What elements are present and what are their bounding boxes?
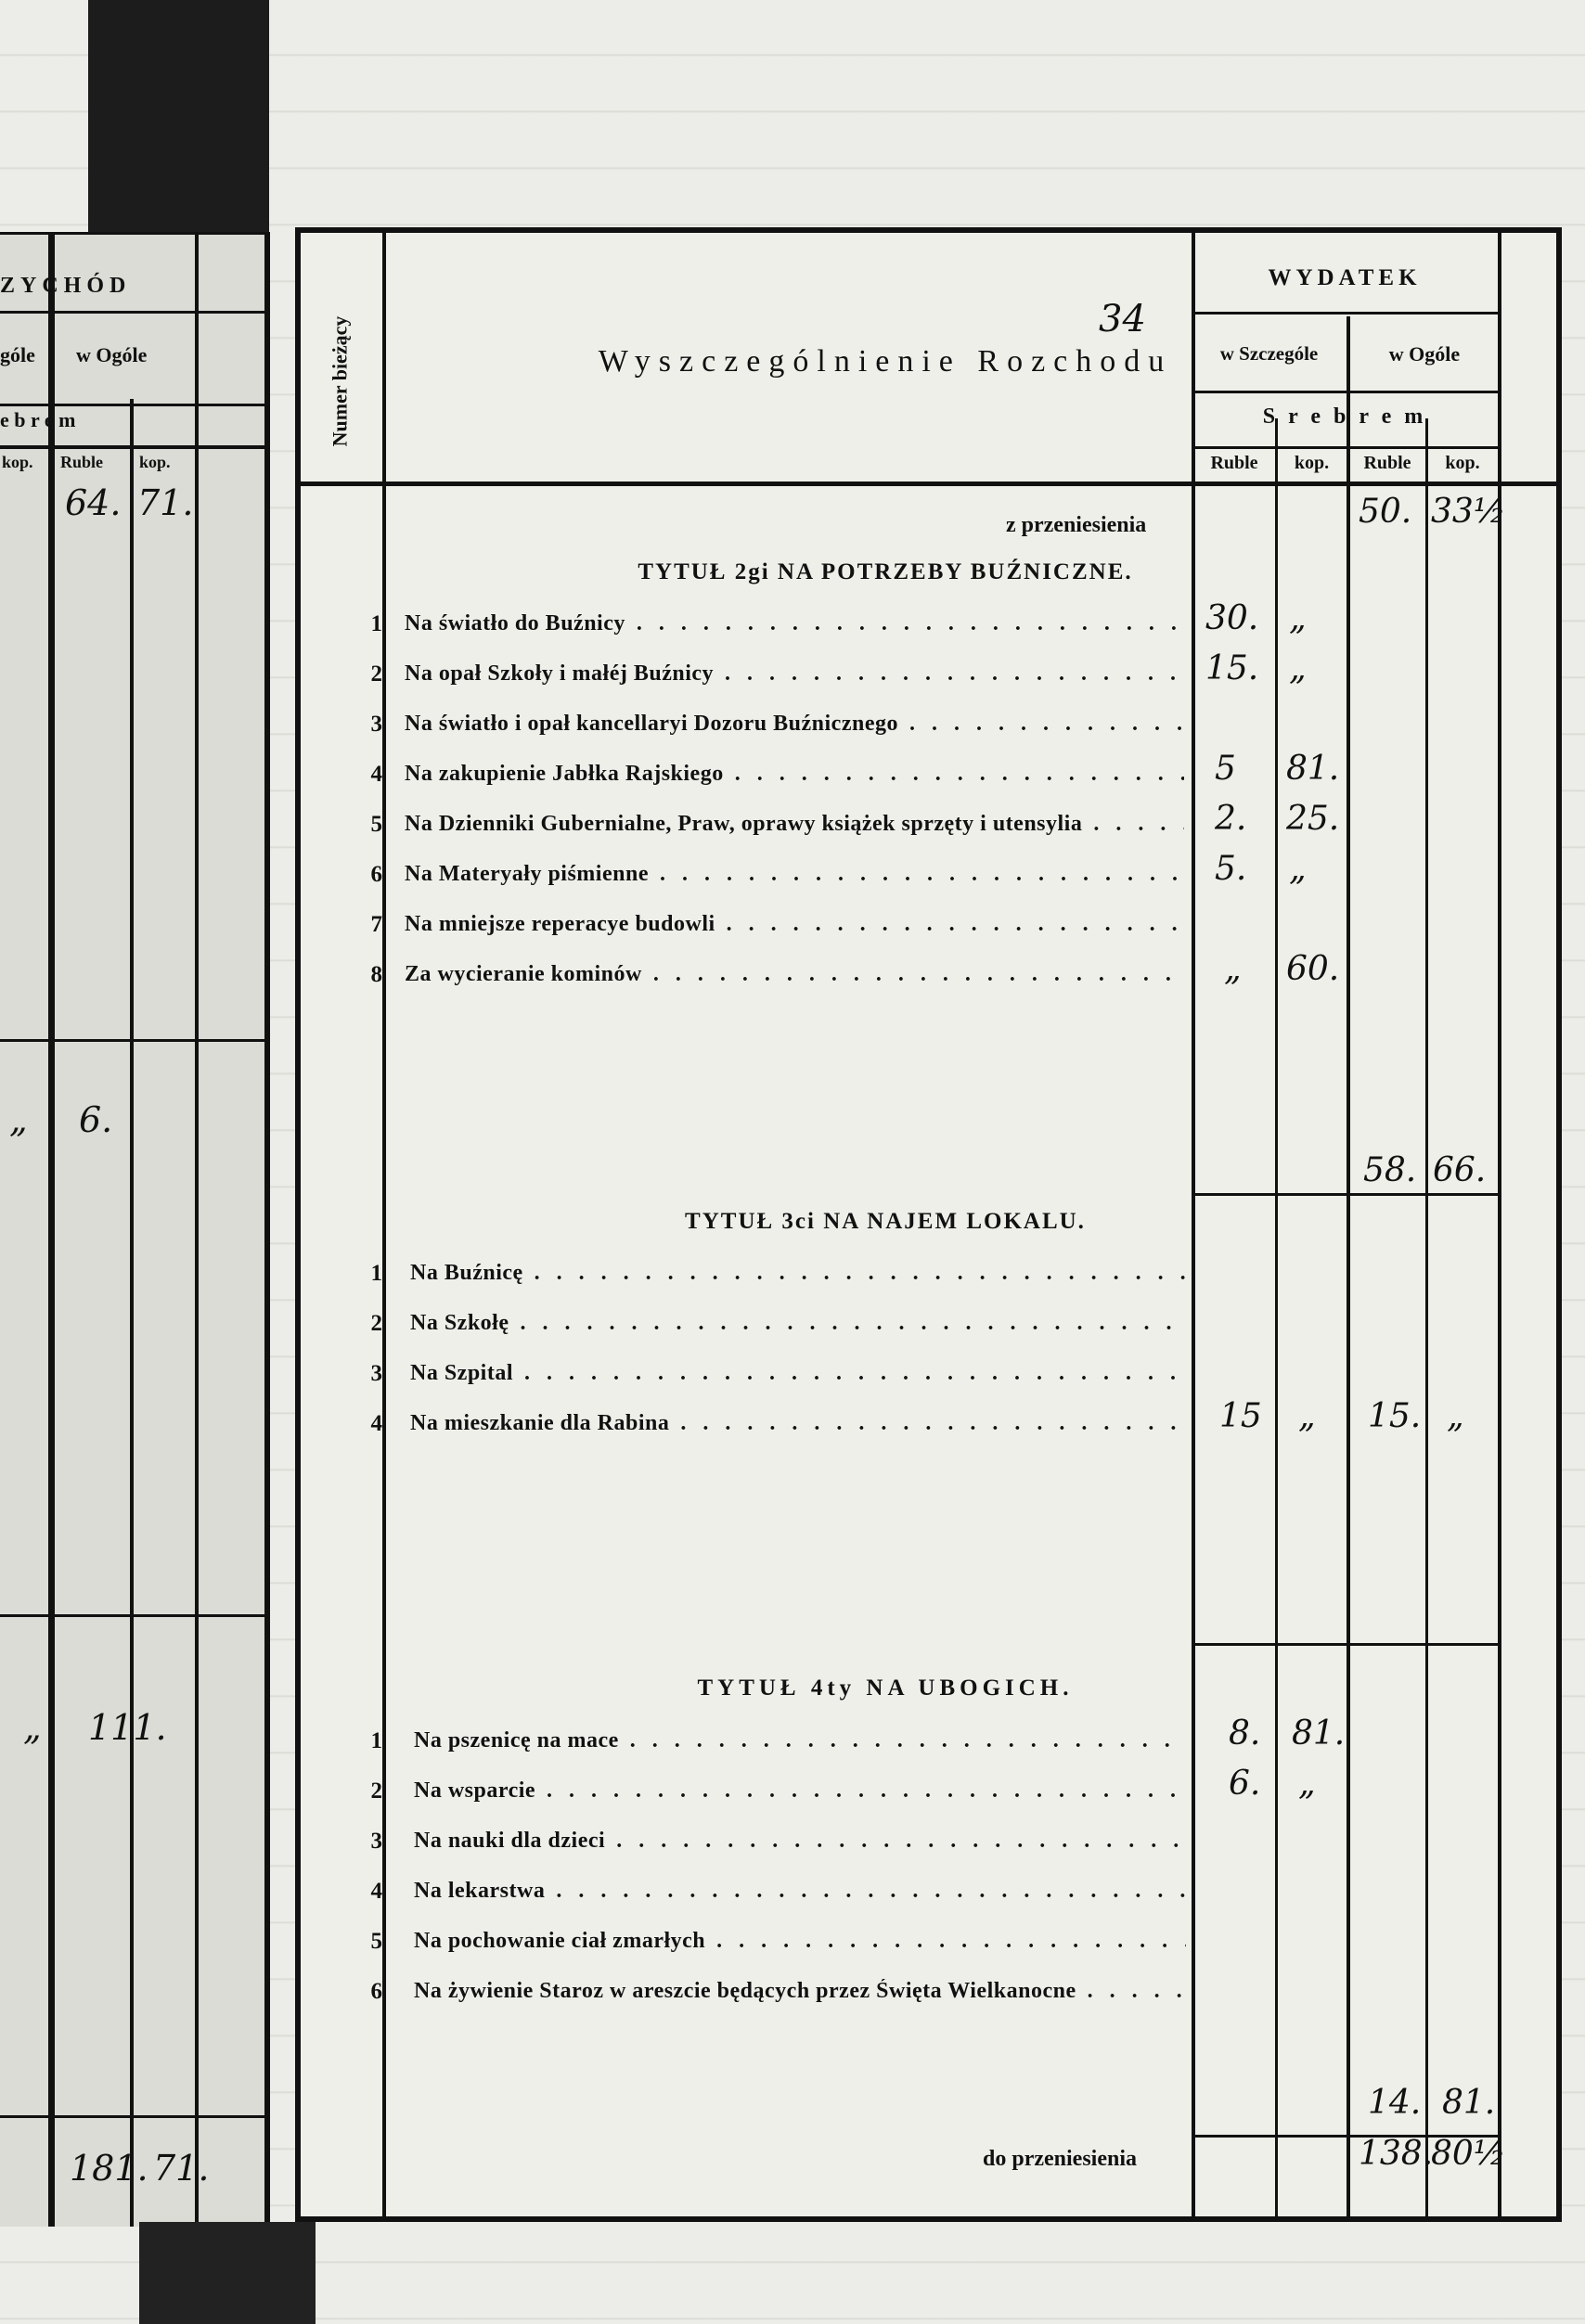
section2-total-rule — [1192, 1193, 1498, 1196]
row-kop: 25. — [1286, 800, 1340, 838]
row-label: Na pochowanie ciał zmarłych . . . — [414, 1929, 1186, 1954]
row-ruble: 6. — [1229, 1765, 1261, 1803]
section-total-ruble: 15. — [1368, 1397, 1422, 1435]
carry-out-kop: 80½ — [1431, 2135, 1506, 2173]
row-kop: 81. — [1292, 1714, 1346, 1753]
row-number: 6 — [370, 1979, 382, 2004]
left-value: 181. — [70, 2148, 148, 2189]
row-label: Na światło do Buźnicy . . . — [405, 611, 1184, 636]
row-ruble: 30. — [1205, 599, 1259, 637]
carry-out-label: do przeniesienia — [983, 2147, 1137, 2171]
row-number: 3 — [370, 1361, 382, 1386]
left-col-szczegole: gólе — [0, 343, 35, 366]
row-number: 3 — [370, 712, 382, 737]
row-number: 1 — [370, 1728, 382, 1753]
row-kop: 81. — [1286, 750, 1340, 788]
left-sub-ruble: Ruble — [60, 453, 104, 471]
ruble1-header: Ruble — [1210, 453, 1258, 473]
kop2-header: kop. — [1445, 453, 1480, 473]
header-bottom-rule — [301, 481, 1556, 486]
section-total-ruble: 58. — [1363, 1151, 1417, 1189]
left-sub-kop1: kop. — [2, 453, 33, 471]
section-total-kop: 66. — [1433, 1151, 1487, 1189]
row-number: 3 — [370, 1829, 382, 1854]
row-label: Na mieszkanie dla Rabina . . . — [410, 1411, 1185, 1436]
srebrem-rule — [1192, 446, 1498, 449]
w-ogole-header: w Ogóle — [1388, 342, 1461, 366]
section3-total-rule — [1192, 1643, 1498, 1646]
row-ruble: 2. — [1215, 800, 1247, 838]
row-label: Na pszenicę na mace . . . — [414, 1728, 1186, 1753]
numer-biezacy-header: Numer bieżący — [328, 315, 352, 447]
left-value: 111. — [88, 1707, 167, 1748]
section-title: TYTUŁ 2gi NA POTRZEBY BUŹNICZNE. — [638, 559, 1133, 584]
row-number: 7 — [370, 912, 382, 937]
row-ruble: „ — [1224, 950, 1242, 988]
row-ruble: 5 — [1215, 750, 1236, 788]
left-value: 64. — [65, 482, 122, 523]
film-edge-dark — [139, 2222, 316, 2324]
row-kop: „ — [1289, 599, 1307, 637]
section-title: TYTUŁ 3ci NA NAJEM LOKALU. — [685, 1209, 1086, 1234]
row-number: 8 — [370, 962, 382, 987]
section-total-kop: 81. — [1442, 2084, 1496, 2122]
row-label: Na Szkołę . . . — [410, 1311, 1185, 1336]
left-header-word: ZYCHÓD — [0, 274, 132, 298]
wydatek-rule — [1192, 312, 1498, 315]
srebrem-header: S r e b r e m — [1262, 404, 1427, 429]
section-total-kop: „ — [1447, 1397, 1464, 1435]
row-label: Na światło i opał kancellaryi Dozoru Buźnicznego . . . — [405, 712, 1184, 737]
row-label: Na lekarstwa . . . — [414, 1879, 1186, 1904]
row-number: 4 — [370, 1411, 382, 1436]
left-currency: e b r e m — [0, 408, 76, 431]
ogole-rule — [1192, 391, 1498, 393]
number-column-rule — [382, 233, 386, 2216]
left-sub-kop2: kop. — [139, 453, 171, 471]
row-number: 2 — [370, 1311, 382, 1336]
row-label: Na wsparcie . . . — [414, 1778, 1186, 1804]
row-number: 6 — [370, 862, 382, 887]
row-kop: „ — [1298, 1397, 1316, 1435]
row-label: Na zakupienie Jabłka Rajskiego . . . — [405, 762, 1184, 787]
carry-in-kop: 33½ — [1431, 493, 1506, 531]
page-title: Wyszczególnienie Rozchodu — [598, 344, 1173, 379]
section-title: TYTUŁ 4ty NA UBOGICH. — [697, 1676, 1074, 1701]
row-number: 5 — [370, 1929, 382, 1954]
row-number: 2 — [370, 1778, 382, 1804]
carry-in-ruble: 50. — [1359, 493, 1412, 531]
row-label: Na mniejsze reperacye budowli . . . — [405, 912, 1184, 937]
row-kop: „ — [1298, 1765, 1316, 1803]
ruble2-header: Ruble — [1363, 453, 1411, 473]
row-ruble: 15 — [1219, 1397, 1262, 1435]
row-number: 4 — [370, 1879, 382, 1904]
ogole-column-rule — [1347, 316, 1350, 2216]
page-number: 34 — [1099, 298, 1146, 340]
row-number: 2 — [370, 661, 382, 687]
row-label: Na żywienie Staroz w areszcie będących przez Święta Wielkanocne . . . — [414, 1979, 1186, 2004]
carry-in-label: z przeniesienia — [1006, 513, 1147, 537]
row-kop: 60. — [1286, 950, 1340, 988]
film-edge-dark — [88, 0, 269, 232]
row-label: Na nauki dla dzieci . . . — [414, 1829, 1186, 1854]
row-label: Za wycieranie kominów . . . — [405, 962, 1184, 987]
row-ruble: 15. — [1205, 649, 1259, 687]
row-number: 1 — [370, 1261, 382, 1286]
left-value: „ — [9, 1099, 28, 1140]
ledger-page — [295, 227, 1562, 2222]
row-label: Na Buźnicę . . . — [410, 1261, 1185, 1286]
kop1-column-rule — [1275, 418, 1278, 2216]
row-label: Na opał Szkoły i małéj Buźnicy . . . — [405, 661, 1184, 687]
row-label: Na Szpital . . . — [410, 1361, 1185, 1386]
left-value: 71. — [137, 482, 194, 523]
left-value: „ — [23, 1707, 42, 1748]
row-kop: „ — [1289, 850, 1307, 888]
carry-out-ruble: 138. — [1359, 2135, 1434, 2173]
row-kop: „ — [1289, 649, 1307, 687]
row-label: Na Materyały piśmienne . . . — [405, 862, 1184, 887]
wydatek-header: WYDATEK — [1268, 265, 1422, 290]
kop2-column-rule — [1425, 418, 1428, 2216]
w-szczegole-header: w Szczególe — [1219, 342, 1319, 365]
section-total-ruble: 14. — [1368, 2084, 1422, 2122]
row-ruble: 5. — [1215, 850, 1247, 888]
row-number: 5 — [370, 812, 382, 837]
kop1-header: kop. — [1294, 453, 1330, 473]
row-number: 1 — [370, 611, 382, 636]
row-label: Na Dzienniki Gubernialne, Praw, oprawy książek sprzęty i utensylia . . . — [405, 812, 1184, 837]
previous-page-fragment — [0, 232, 270, 2227]
row-number: 4 — [370, 762, 382, 787]
left-value: 6. — [79, 1099, 113, 1140]
left-col-ogole: w Ogóle — [76, 343, 148, 366]
row-ruble: 8. — [1229, 1714, 1261, 1753]
left-value: 71. — [153, 2148, 210, 2189]
